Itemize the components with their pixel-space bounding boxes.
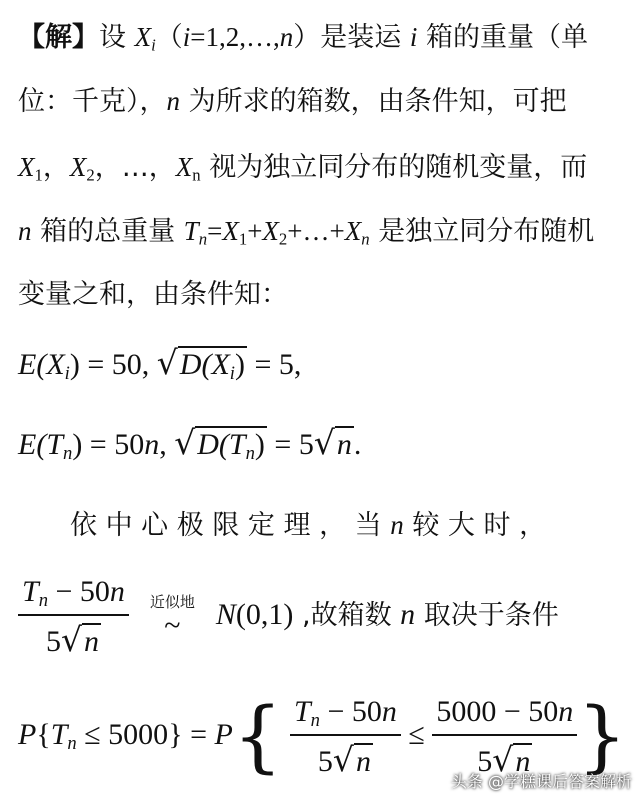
solution-line-1: 【解】设 $X_i(i=1,2,\dots,n)$是装运 i 箱的重量（单 <box>18 22 588 55</box>
radical-sign: √ <box>156 343 178 382</box>
approx-symbol: 近似地 ~ <box>149 593 195 642</box>
sqrt-n: √n <box>313 423 352 462</box>
radical-sign: √ <box>332 740 354 779</box>
right-fraction: $\frac{5000 - 50n}{5√n}$ <box>432 692 577 782</box>
probability-equation: $P\{T_n \le 5000\} = P${ $\frac{T_n - 50n}{5√n}$ ≤ $\frac{5000 - 50n}{5√n}$ } <box>18 692 627 782</box>
left-fraction: $\frac{T_n - 50n}{5√n}$ <box>290 692 401 782</box>
equation-2: $E(T_n) = 50n$, $√D(T_n) = 5√n$. <box>18 423 362 465</box>
left-brace: { <box>232 692 283 782</box>
solution-line-6: 依 中 心 极 限 定 理 ， 当 n 较 大 时 ， <box>70 510 547 541</box>
solution-line-3: $X_1$，$X_2$，…，$X_n$ 视为独立同分布的随机变量，而 <box>18 152 588 185</box>
sqrt-variance-t: $√D(T_n)$ <box>174 423 265 465</box>
radical-sign: √ <box>174 423 196 462</box>
solution-line-4: n 箱的总重量 $T_n=X_1+X_2+\dots+X_n$ 是独立同分布随机 <box>18 216 595 249</box>
standardized-fraction: $\frac{T_n - 50n}{5√n}$ <box>18 572 129 662</box>
solution-line-2: 位：千克），n 为所求的箱数，由条件知，可把 <box>18 86 567 117</box>
solution-line-5: 变量之和，由条件知： <box>18 279 288 310</box>
equation-1: $E(X_i) = 50$, $√D(X_i) = 5$, <box>18 343 302 385</box>
watermark: 头条 @学糕课后答案解析 <box>450 772 632 791</box>
sqrt-variance-x: $√D(X_i)$ <box>156 343 245 385</box>
clt-approximation: $\frac{T_n - 50n}{5√n}$ 近似地 ~ N(0,1) ,故箱数 n 取决于条件 <box>18 572 559 662</box>
radical-sign: √ <box>492 740 514 779</box>
radical-sign: √ <box>60 620 82 659</box>
solution-label: 【解】 <box>18 22 99 53</box>
right-brace: } <box>577 692 627 782</box>
radical-sign: √ <box>313 423 335 462</box>
